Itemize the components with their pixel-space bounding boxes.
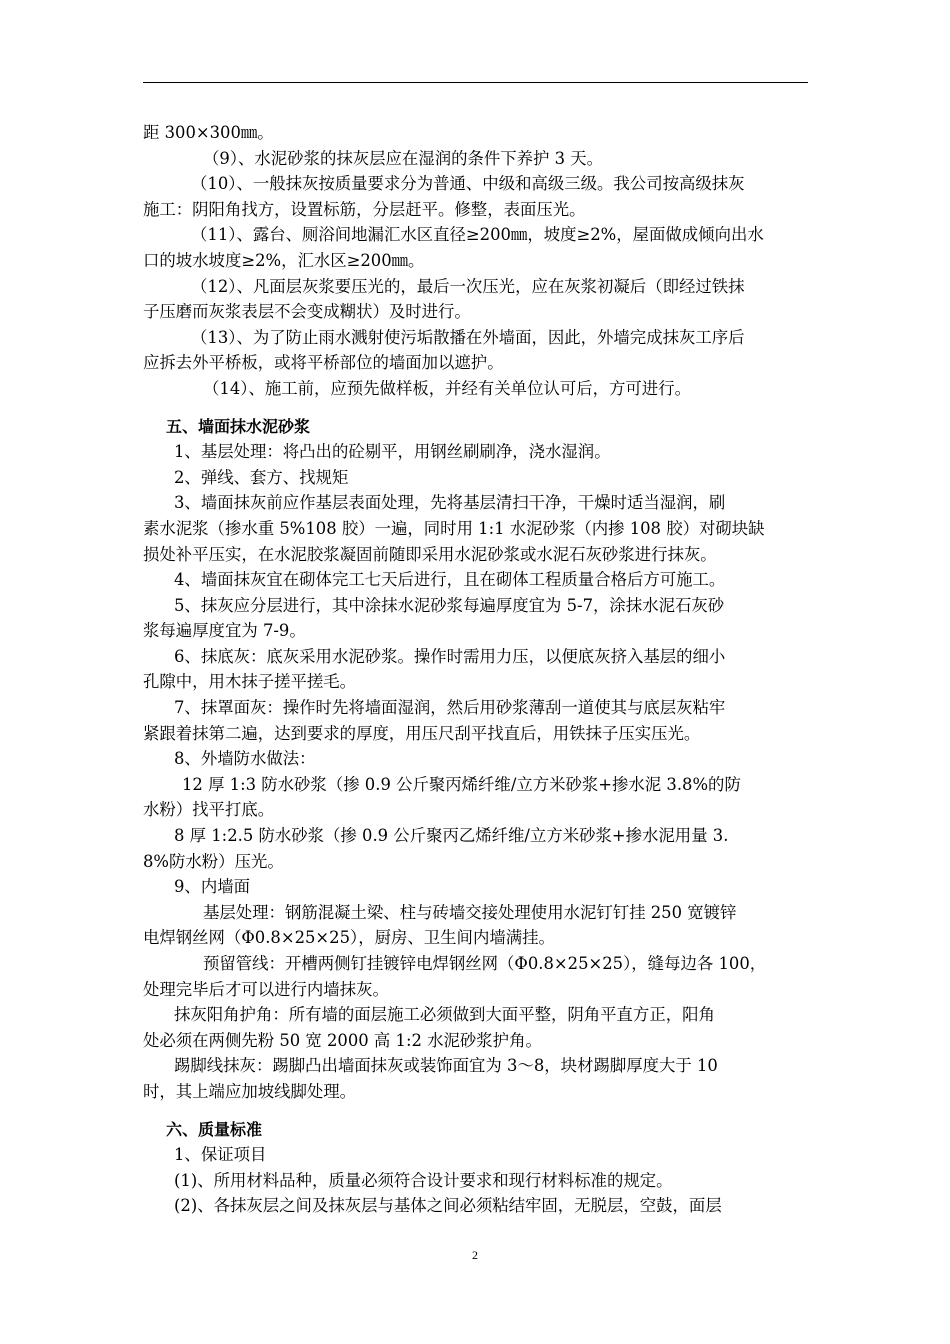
paragraph-line: 12 厚 1:3 防水砂浆（掺 0.9 公斤聚丙烯纤维/立方米砂浆+掺水泥 3.8%的防: [182, 774, 741, 794]
paragraph-line: (2)、各抹灰层之间及抹灰层与基体之间必须粘结牢固，无脱层，空鼓，面层: [174, 1196, 722, 1216]
paragraph-line: 应拆去外平桥板，或将平桥部位的墙面加以遮护。: [143, 353, 504, 373]
paragraph-line: (1)、所用材料品种，质量必须符合设计要求和现行材料标准的规定。: [174, 1170, 673, 1190]
paragraph-line: 4、墙面抹灰宜在砌体完工七天后进行，且在砌体工程质量合格后方可施工。: [174, 570, 726, 590]
paragraph-line: （9）、水泥砂浆的抹灰层应在湿润的条件下养护 3 天。: [203, 148, 604, 168]
paragraph-line: （13）、为了防止雨水溅射使污垢散播在外墙面，因此，外墙完成抹灰工序后: [191, 327, 745, 347]
paragraph-line: 8%防水粉）压光。: [143, 851, 284, 871]
paragraph-line: 9、内墙面: [174, 877, 250, 897]
page-number: 2: [472, 1248, 478, 1262]
paragraph-line: （14）、施工前，应预先做样板，并经有关单位认可后，方可进行。: [203, 378, 691, 398]
paragraph-line: 7、抹罩面灰：操作时先将墙面湿润，然后用砂浆薄刮一道使其与底层灰粘牢: [174, 698, 726, 718]
paragraph-line: 1、保证项目: [174, 1145, 267, 1165]
paragraph-line: 2、弹线、套方、找规矩: [174, 467, 349, 487]
paragraph-line: 6、抹底灰：底灰采用水泥砂浆。操作时需用力压，以便底灰挤入基层的细小: [174, 646, 726, 666]
section-heading-6: 六、质量标准: [166, 1119, 263, 1139]
paragraph-line: 处理完毕后才可以进行内墙抹灰。: [143, 979, 389, 999]
paragraph-line: 处必须在两侧先粉 50 宽 2000 高 1:2 水泥砂浆护角。: [143, 1030, 542, 1050]
paragraph-line: 距 300×300㎜。: [143, 123, 274, 142]
paragraph-line: 8 厚 1:2.5 防水砂浆（掺 0.9 公斤聚丙乙烯纤维/立方米砂浆+掺水泥用量 3.: [174, 826, 729, 846]
paragraph-line: 8、外墙防水做法：: [174, 749, 316, 769]
paragraph-line: 紧跟着抹第二遍，达到要求的厚度，用压尺刮平找直后，用铁抹子压实压光。: [143, 723, 701, 743]
paragraph-line: 水粉）找平打底。: [143, 800, 275, 820]
paragraph-line: 子压磨而灰浆表层不会变成糊状）及时进行。: [143, 302, 471, 322]
paragraph-line: 时，其上端应加坡线脚处理。: [143, 1081, 357, 1101]
paragraph-line: 基层处理：钢筋混凝土梁、柱与砖墙交接处理使用水泥钉钉挂 250 宽镀锌: [203, 902, 737, 922]
paragraph-line: （12）、凡面层灰浆要压光的，最后一次压光，应在灰浆初凝后（即经过铁抹: [191, 276, 745, 296]
paragraph-line: 素水泥浆（掺水重 5%108 胶）一遍，同时用 1:1 水泥砂浆（内掺 108 胶）对砌块缺: [143, 518, 765, 538]
paragraph-line: （11）、露台、厕浴间地漏汇水区直径≥200㎜，坡度≥2%，屋面做成倾向出水: [191, 225, 764, 245]
paragraph-line: 损处补平压实，在水泥胶浆凝固前随即采用水泥砂浆或水泥石灰砂浆进行抹灰。: [143, 544, 717, 564]
paragraph-line: （10）、一般抹灰按质量要求分为普通、中级和高级三级。我公司按高级抹灰: [191, 174, 745, 194]
document-body: [143, 120, 808, 1219]
paragraph-line: 孔隙中，用木抹子搓平搓毛。: [143, 672, 357, 692]
paragraph-line: 踢脚线抹灰：踢脚凸出墙面抹灰或装饰面宜为 3～8，块材踢脚厚度大于 10: [174, 1056, 718, 1076]
paragraph-line: 5、抹灰应分层进行，其中涂抹水泥砂浆每遍厚度宜为 5-7，涂抹水泥石灰砂: [174, 595, 725, 615]
paragraph-line: 3、墙面抹灰前应作基层表面处理，先将基层清扫干净，干燥时适当湿润，刷: [174, 493, 726, 513]
paragraph-line: 抹灰阳角护角：所有墙的面层施工必须做到大面平整，阴角平直方正，阳角: [174, 1005, 715, 1025]
section-heading-5: 五、墙面抹水泥砂浆: [166, 416, 311, 436]
paragraph-line: 施工：阴阳角找方，设置标筋，分层赶平。修整，表面压光。: [143, 199, 586, 219]
paragraph-line: 电焊钢丝网（Φ0.8×25×25），厨房、卫生间内墙满挂。: [143, 928, 555, 948]
header-rule: [143, 82, 808, 83]
paragraph-line: 口的坡水坡度≥2%，汇水区≥200㎜。: [143, 250, 425, 270]
paragraph-line: 浆每遍厚度宜为 7-9。: [143, 621, 306, 641]
paragraph-line: 1、基层处理：将凸出的砼剔平，用钢丝刷刷净，浇水湿润。: [174, 442, 611, 462]
paragraph-line: 预留管线：开槽两侧钉挂镀锌电焊钢丝网（Φ0.8×25×25），缝每边各 100，: [203, 954, 767, 973]
